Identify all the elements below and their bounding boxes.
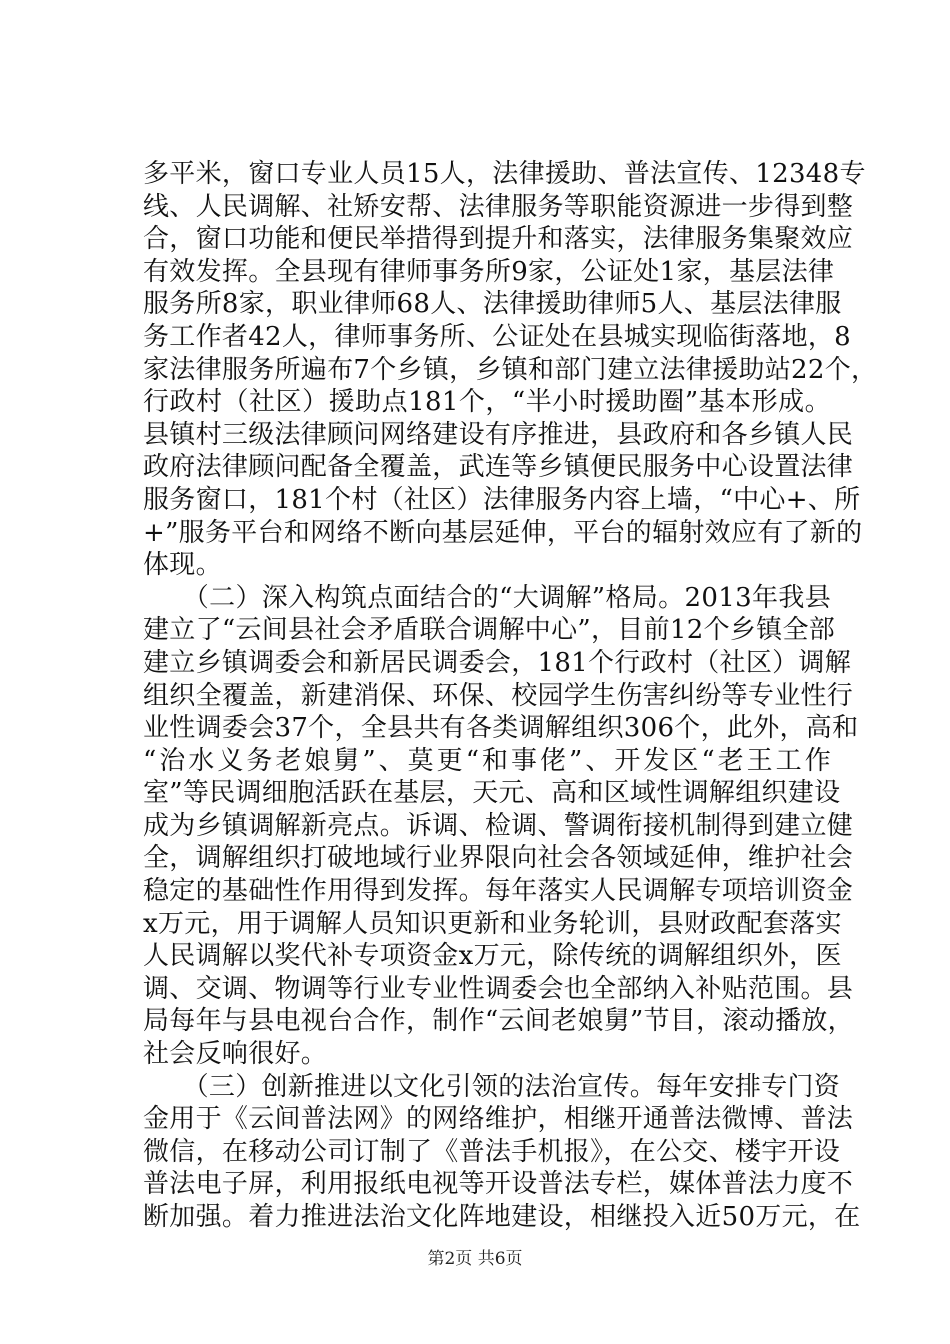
paragraph-line: 务工作者42人，律师事务所、公证处在县城实现临街落地，8 xyxy=(143,321,852,352)
paragraph-line: 成为乡镇调解新亮点。诉调、检调、警调衔接机制得到建立健 xyxy=(143,810,854,841)
paragraph-line: 服务窗口，181个村（社区）法律服务内容上墙，“中心+、所 xyxy=(143,484,861,515)
paragraph-line: 有效发挥。全县现有律师事务所9家，公证处1家，基层法律 xyxy=(143,256,835,287)
paragraph-line: 行政村（社区）援助点181个，“半小时援助圈”基本形成。 xyxy=(143,387,831,418)
paragraph-line: 建立了“云间县社会矛盾联合调解中心”，目前12个乡镇全部 xyxy=(143,615,836,646)
paragraph-line: （三）创新推进以文化引领的法治宣传。每年安排专门资 xyxy=(143,1071,841,1102)
paragraph-line: 业性调委会37个，全县共有各类调解组织306个，此外，高和 xyxy=(143,713,859,744)
paragraph-line: 断加强。着力推进法治文化阵地建设，相继投入近50万元，在 xyxy=(143,1202,861,1232)
paragraph-line: （二）深入构筑点面结合的“大调解”格局。2013年我县 xyxy=(143,582,831,613)
paragraph-line: x万元，用于调解人员知识更新和业务轮训，县财政配套落实 xyxy=(143,908,842,939)
paragraph-line: 金用于《云间普法网》的网络维护，相继开通普法微博、普法 xyxy=(143,1104,854,1135)
paragraph-line: 微信，在移动公司订制了《普法手机报》，在公交、楼宇开设 xyxy=(143,1136,841,1167)
paragraph-line: +”服务平台和网络不断向基层延伸，平台的辐射效应有了新的 xyxy=(143,517,863,548)
page-number-footer: 第2页 共6页 xyxy=(427,1249,523,1269)
paragraph-line: 室”等民调细胞活跃在基层，天元、高和区域性调解组织建设 xyxy=(143,778,841,809)
paragraph-line: 体现。 xyxy=(143,550,222,581)
paragraph-line: 人民调解以奖代补专项资金x万元，除传统的调解组织外，医 xyxy=(143,941,842,972)
paragraph-line: 社会反响很好。 xyxy=(143,1039,328,1070)
paragraph-line: 县镇村三级法律顾问网络建设有序推进，县政府和各乡镇人民 xyxy=(143,419,854,450)
document-body xyxy=(143,158,878,1234)
paragraph-line: 服务所8家，职业律师68人、法律援助律师5人、基层法律服 xyxy=(143,289,842,320)
paragraph-line: 家法律服务所遍布7个乡镇，乡镇和部门建立法律援助站22个， xyxy=(143,354,878,385)
paragraph-line: 政府法律顾问配备全覆盖，武连等乡镇便民服务中心设置法律 xyxy=(143,452,854,483)
paragraph-line: 线、人民调解、社矫安帮、法律服务等职能资源进一步得到整 xyxy=(143,191,854,222)
paragraph-line: 建立乡镇调委会和新居民调委会，181个行政村（社区）调解 xyxy=(143,647,852,678)
paragraph-line: 稳定的基础性作用得到发挥。每年落实人民调解专项培训资金 xyxy=(143,876,854,907)
paragraph-line: “治水义务老娘舅”、莫更“和事佬”、开发区“老王工作 xyxy=(143,745,831,776)
paragraph-line: 合，窗口功能和便民举措得到提升和落实，法律服务集聚效应 xyxy=(143,224,854,255)
paragraph-line: 调、交调、物调等行业专业性调委会也全部纳入补贴范围。县 xyxy=(143,973,854,1004)
paragraph-line: 全，调解组织打破地域行业界限向社会各领域延伸，维护社会 xyxy=(143,843,854,874)
paragraph-line: 多平米，窗口专业人员15人，法律援助、普法宣传、12348专 xyxy=(143,159,866,189)
paragraph-line: 组织全覆盖，新建消保、环保、校园学生伤害纠纷等专业性行 xyxy=(143,680,854,711)
paragraph-line: 局每年与县电视台合作，制作“云间老娘舅”节目，滚动播放， xyxy=(143,1006,854,1037)
paragraph-line: 普法电子屏，利用报纸电视等开设普法专栏，媒体普法力度不 xyxy=(143,1169,854,1200)
